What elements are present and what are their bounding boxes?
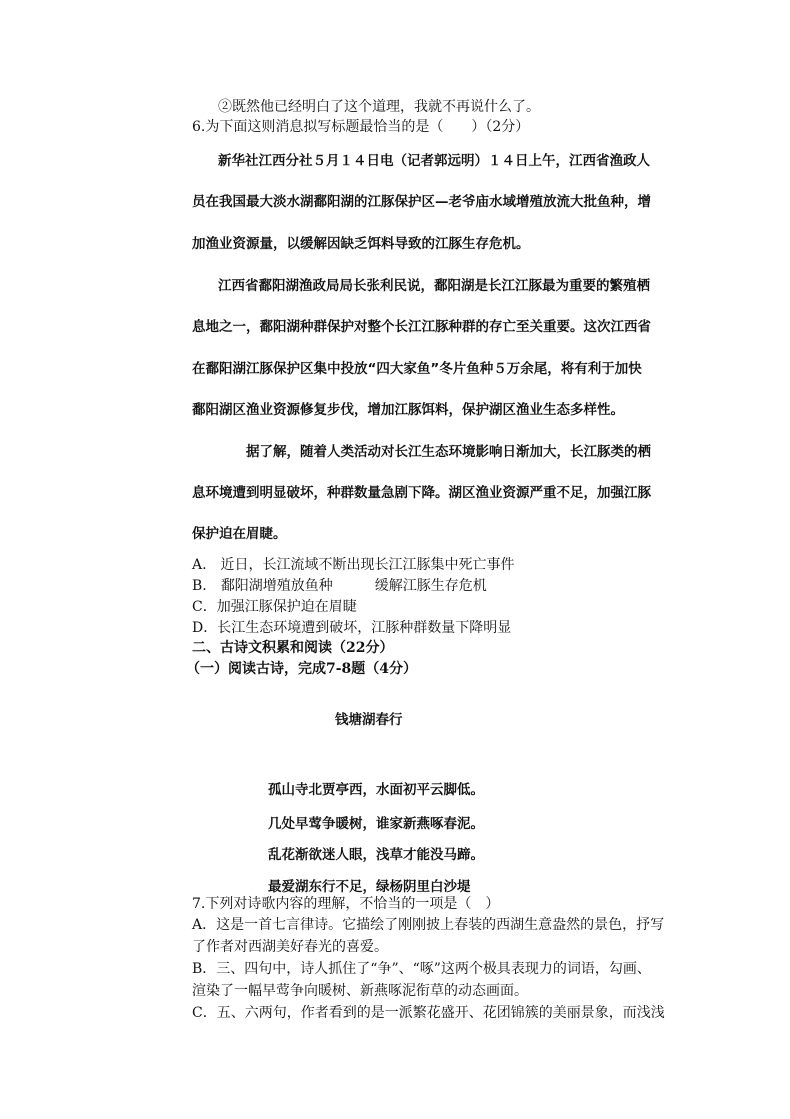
option-d: D．长江生态环境遭到破坏，江豚种群数量下降明显 (192, 620, 512, 636)
news-line-5: 息地之一，鄱阳湖种群保护对整个长江江豚种群的存亡至关重要。这次江西省 (192, 319, 651, 335)
q7-line-5: C．五、六两句，作者看到的是一派繁花盛开、花团锦簇的美丽景象，而浅浅 (192, 1005, 665, 1021)
news-line-1: 新华社江西分社５月１４日电（记者郭远明）１４日上午，江西省渔政人 (218, 153, 650, 169)
option-b: B. 鄱阳湖增殖放鱼种 缓解江豚生存危机 (192, 578, 487, 594)
poem-line-4: 最爱湖东行不足，绿杨阴里白沙堤 (268, 879, 471, 895)
question-7-stem: 7.下列对诗歌内容的理解，不恰当的一项是（ ） (192, 896, 500, 912)
news-line-6: 在鄱阳湖江豚保护区集中投放“四大家鱼”冬片鱼种５万余尾，将有利于加快 (192, 361, 642, 377)
news-line-10: 保护迫在眉睫。 (192, 526, 287, 542)
q7-line-3: B．三、四句中，诗人抓住了“争”、“啄”这两个极具表现力的词语，勾画、 (192, 961, 651, 977)
q7-line-4: 渲染了一幅早莺争向暖树、新燕啄泥衔草的动态画面。 (192, 983, 528, 999)
section-2-heading: 二、古诗文积累和阅读（22分） (192, 640, 394, 656)
option-c: C．加强江豚保护迫在眉睫 (192, 599, 357, 615)
news-line-9: 息环境遭到明显破坏，种群数量急剧下降。湖区渔业资源严重不足，加强江豚 (192, 485, 651, 501)
poem-line-3: 乱花渐欲迷人眼，浅草才能没马蹄。 (268, 847, 484, 863)
q7-line-1: A．这是一首七言律诗。它描绘了刚刚披上春装的西湖生意盎然的景色，抒写 (192, 917, 665, 933)
poem-title: 钱塘湖春行 (335, 712, 403, 728)
news-line-8: 据了解，随着人类活动对长江生态环境影响日渐加大，长江豚类的栖 (246, 444, 651, 460)
poem-line-1: 孤山寺北贾亭西，水面初平云脚低。 (268, 782, 484, 798)
poem-line-2: 几处早莺争暖树，谁家新燕啄春泥。 (268, 816, 484, 832)
q7-line-2: 了作者对西湖美好春光的喜爱。 (192, 939, 388, 955)
section-2-subheading: （一）阅读古诗，完成7-8题（4分） (186, 661, 418, 677)
news-line-2: 员在我国最大淡水湖鄱阳湖的江豚保护区—老爷庙水域增殖放流大批鱼种，增 (192, 194, 651, 210)
previous-sentence-2: ②既然他已经明白了这个道理，我就不再说什么了。 (218, 99, 540, 115)
option-a: A. 近日，长江流域不断出现长江江豚集中死亡事件 (192, 557, 515, 573)
question-6-stem: 6.为下面这则消息拟写标题最恰当的是（ ）（2分） (192, 119, 530, 135)
news-line-4: 江西省鄱阳湖渔政局局长张利民说，鄱阳湖是长江江豚最为重要的繁殖栖 (218, 278, 650, 294)
news-line-7: 鄱阳湖区渔业资源修复步伐，增加江豚饵料，保护湖区渔业生态多样性。 (192, 402, 624, 418)
news-line-3: 加渔业资源量，以缓解因缺乏饵料导致的江豚生存危机。 (192, 236, 530, 252)
